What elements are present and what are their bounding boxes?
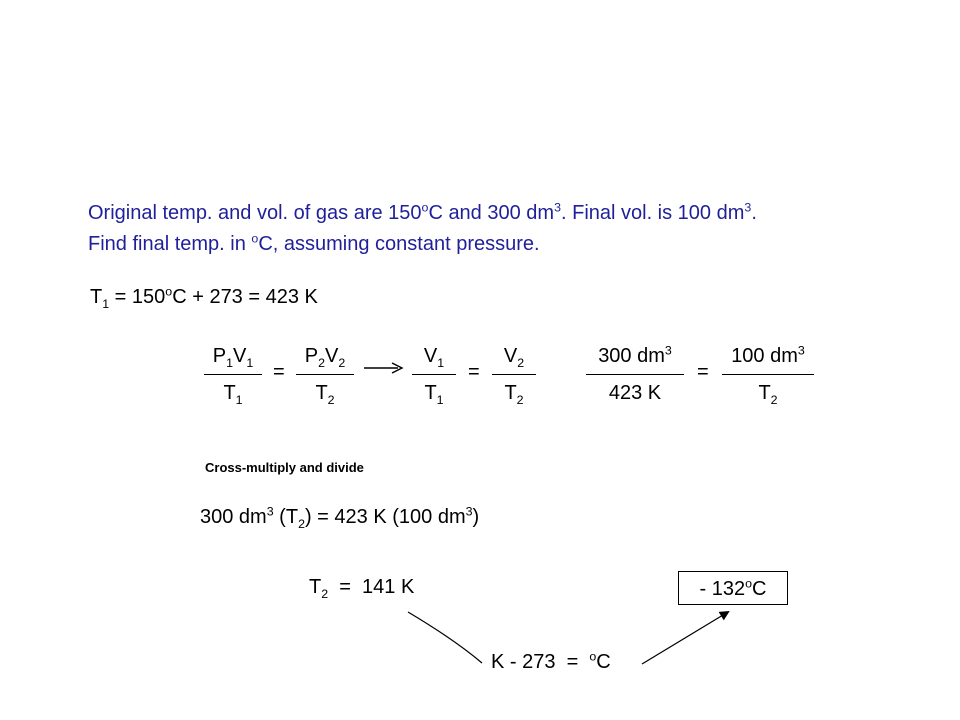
numerator: 100 $dm^3$ xyxy=(731,343,805,367)
cross-multiply-equation: 300 $dm^3$ $(T_2) = 423$ K (100 $dm^3$) xyxy=(200,504,480,531)
denominator: $T_2$ xyxy=(504,382,524,407)
text: Original temp. and vol. of gas are 150 xyxy=(88,202,422,224)
numerator: $V_1$ xyxy=(423,345,445,370)
answer-box: - 132$^o$C xyxy=(678,571,788,605)
t2-result: $T_2 = 141$ K xyxy=(309,576,415,601)
text: C + 273 = 423 K xyxy=(172,286,318,308)
text: C and 300 dm xyxy=(428,202,555,224)
kelvin-to-celsius-formula: K - 273 = $^o$C xyxy=(491,649,611,673)
numerator: $P_1V_1$ xyxy=(212,345,254,370)
eq3-equals: = xyxy=(697,361,709,383)
superscript: 3 xyxy=(554,200,561,215)
numerator: $V_2$ xyxy=(503,345,525,370)
cross-multiply-hint: Cross-multiply and divide xyxy=(205,460,364,475)
superscript: o xyxy=(165,284,173,299)
denominator: $T_2$ xyxy=(758,382,778,407)
denominator: $T_1$ xyxy=(223,382,243,407)
text: Find final temp. in xyxy=(88,233,252,255)
denominator: 423 K xyxy=(608,382,662,404)
superscript: o xyxy=(421,200,429,215)
subscript: 1 xyxy=(102,297,110,311)
right-arrow-icon xyxy=(364,363,402,373)
denominator: $T_1$ xyxy=(424,382,444,407)
superscript: 3 xyxy=(744,200,752,215)
numerator: 300 $dm^3$ xyxy=(598,343,672,367)
text: . Final vol. is 100 dm xyxy=(560,202,745,224)
text: . xyxy=(751,202,757,224)
numerator: $P_2V_2$ xyxy=(304,345,346,370)
curved-line-to-formula xyxy=(408,612,482,663)
text: = 150 xyxy=(109,286,166,308)
eq1-equals: = xyxy=(273,361,285,383)
superscript: o xyxy=(251,231,259,246)
denominator: $T_2$ xyxy=(315,382,335,407)
eq2-equals: = xyxy=(468,361,480,383)
curved-arrow-to-answer xyxy=(642,612,728,664)
text: C, assuming constant pressure. xyxy=(258,233,540,255)
text: T xyxy=(90,286,103,308)
